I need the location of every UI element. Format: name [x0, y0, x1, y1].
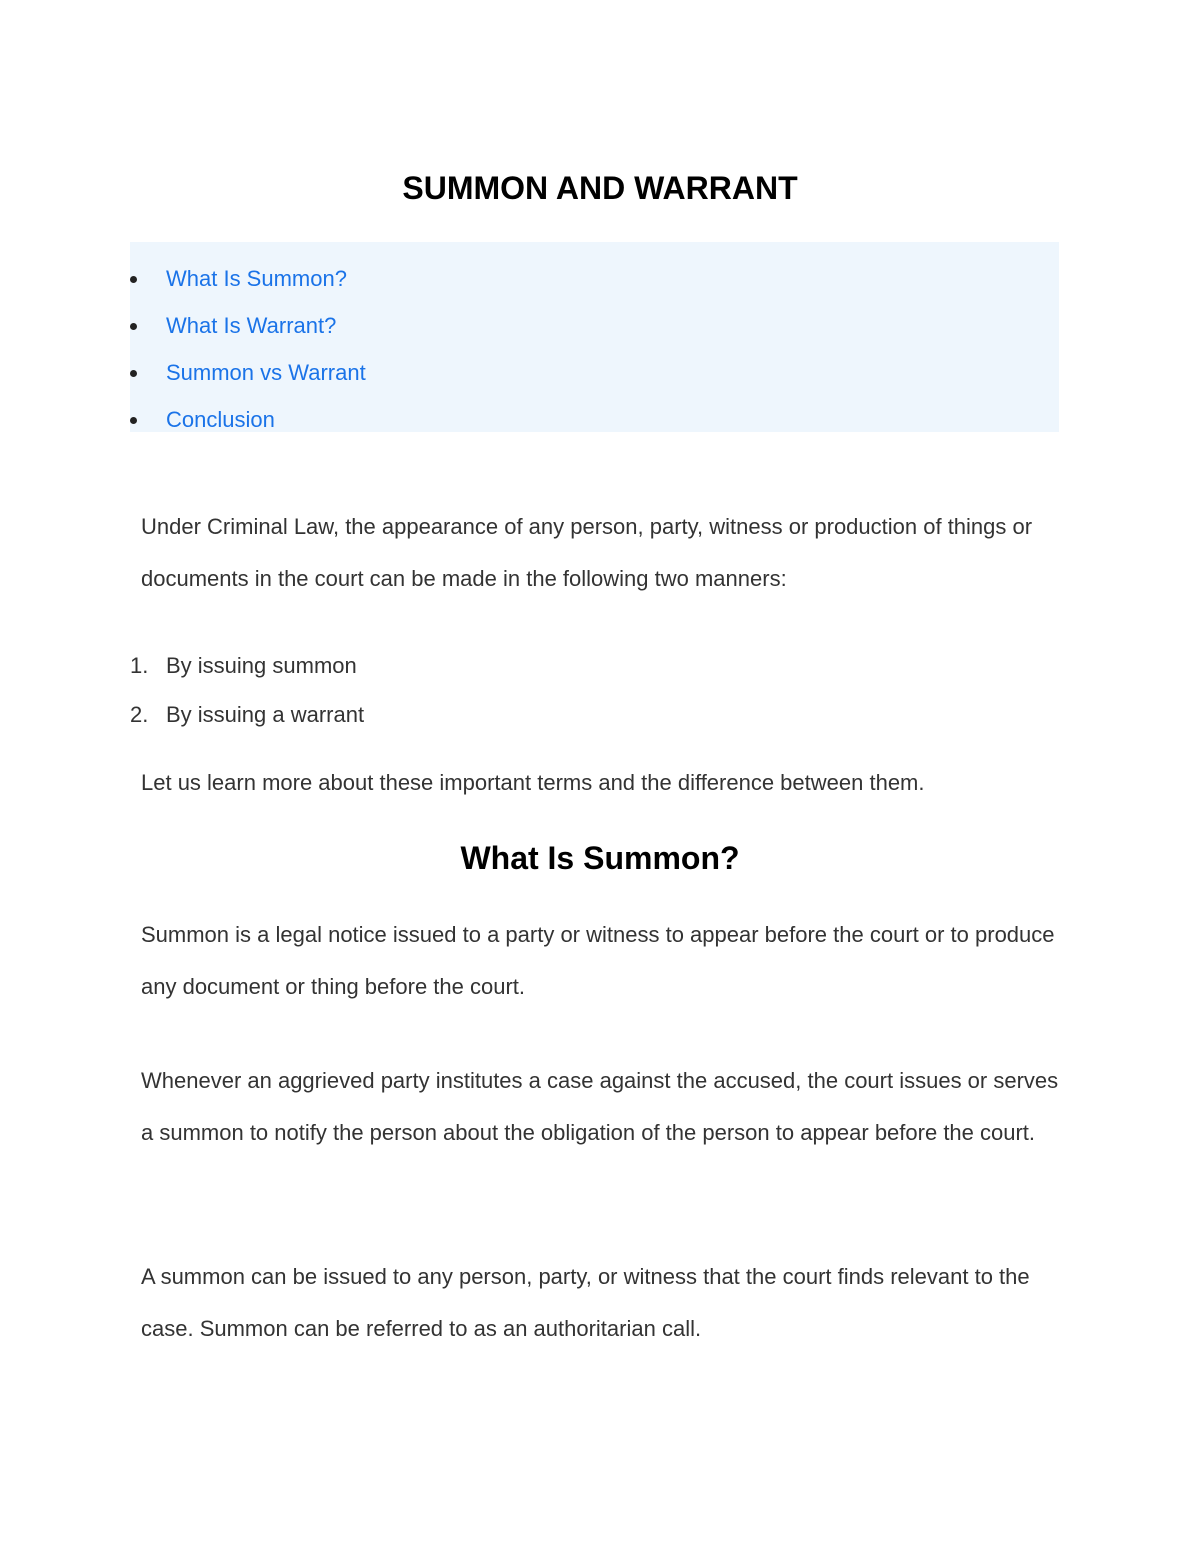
intro-paragraph: Under Criminal Law, the appearance of any person, party, witness or production of things or documents in the court can be made in the following two manners:: [141, 514, 1033, 591]
body-paragraph: Summon is a legal notice issued to a party or witness to appear before the court or to produce any document or thing before the court.: [141, 922, 1055, 999]
toc-link[interactable]: What Is Summon?: [166, 266, 347, 291]
list-text: By issuing summon: [166, 653, 357, 678]
toc-link[interactable]: Conclusion: [166, 407, 275, 432]
toc-link[interactable]: Summon vs Warrant: [166, 360, 366, 385]
bullet-icon: [130, 370, 137, 377]
section-heading: What Is Summon?: [460, 840, 740, 876]
bullet-icon: [130, 417, 137, 424]
bullet-icon: [130, 323, 137, 330]
list-text: By issuing a warrant: [166, 702, 365, 727]
list-number: 1.: [130, 653, 149, 678]
body-paragraph: A summon can be issued to any person, party, or witness that the court finds relevant to the case. Summon can be referred to as an authoritarian call.: [141, 1264, 1030, 1341]
document-title: SUMMON AND WARRANT: [402, 170, 798, 206]
list-number: 2.: [130, 702, 149, 727]
toc-link[interactable]: What Is Warrant?: [166, 313, 337, 338]
body-paragraph: Whenever an aggrieved party institutes a case against the accused, the court issues or serves a summon to notify the person about the obligation of the person to appear before the court.: [141, 1068, 1059, 1145]
bullet-icon: [130, 276, 137, 283]
lead-in-paragraph: Let us learn more about these important terms and the difference between them.: [141, 770, 925, 795]
table-of-contents: [130, 242, 1059, 432]
